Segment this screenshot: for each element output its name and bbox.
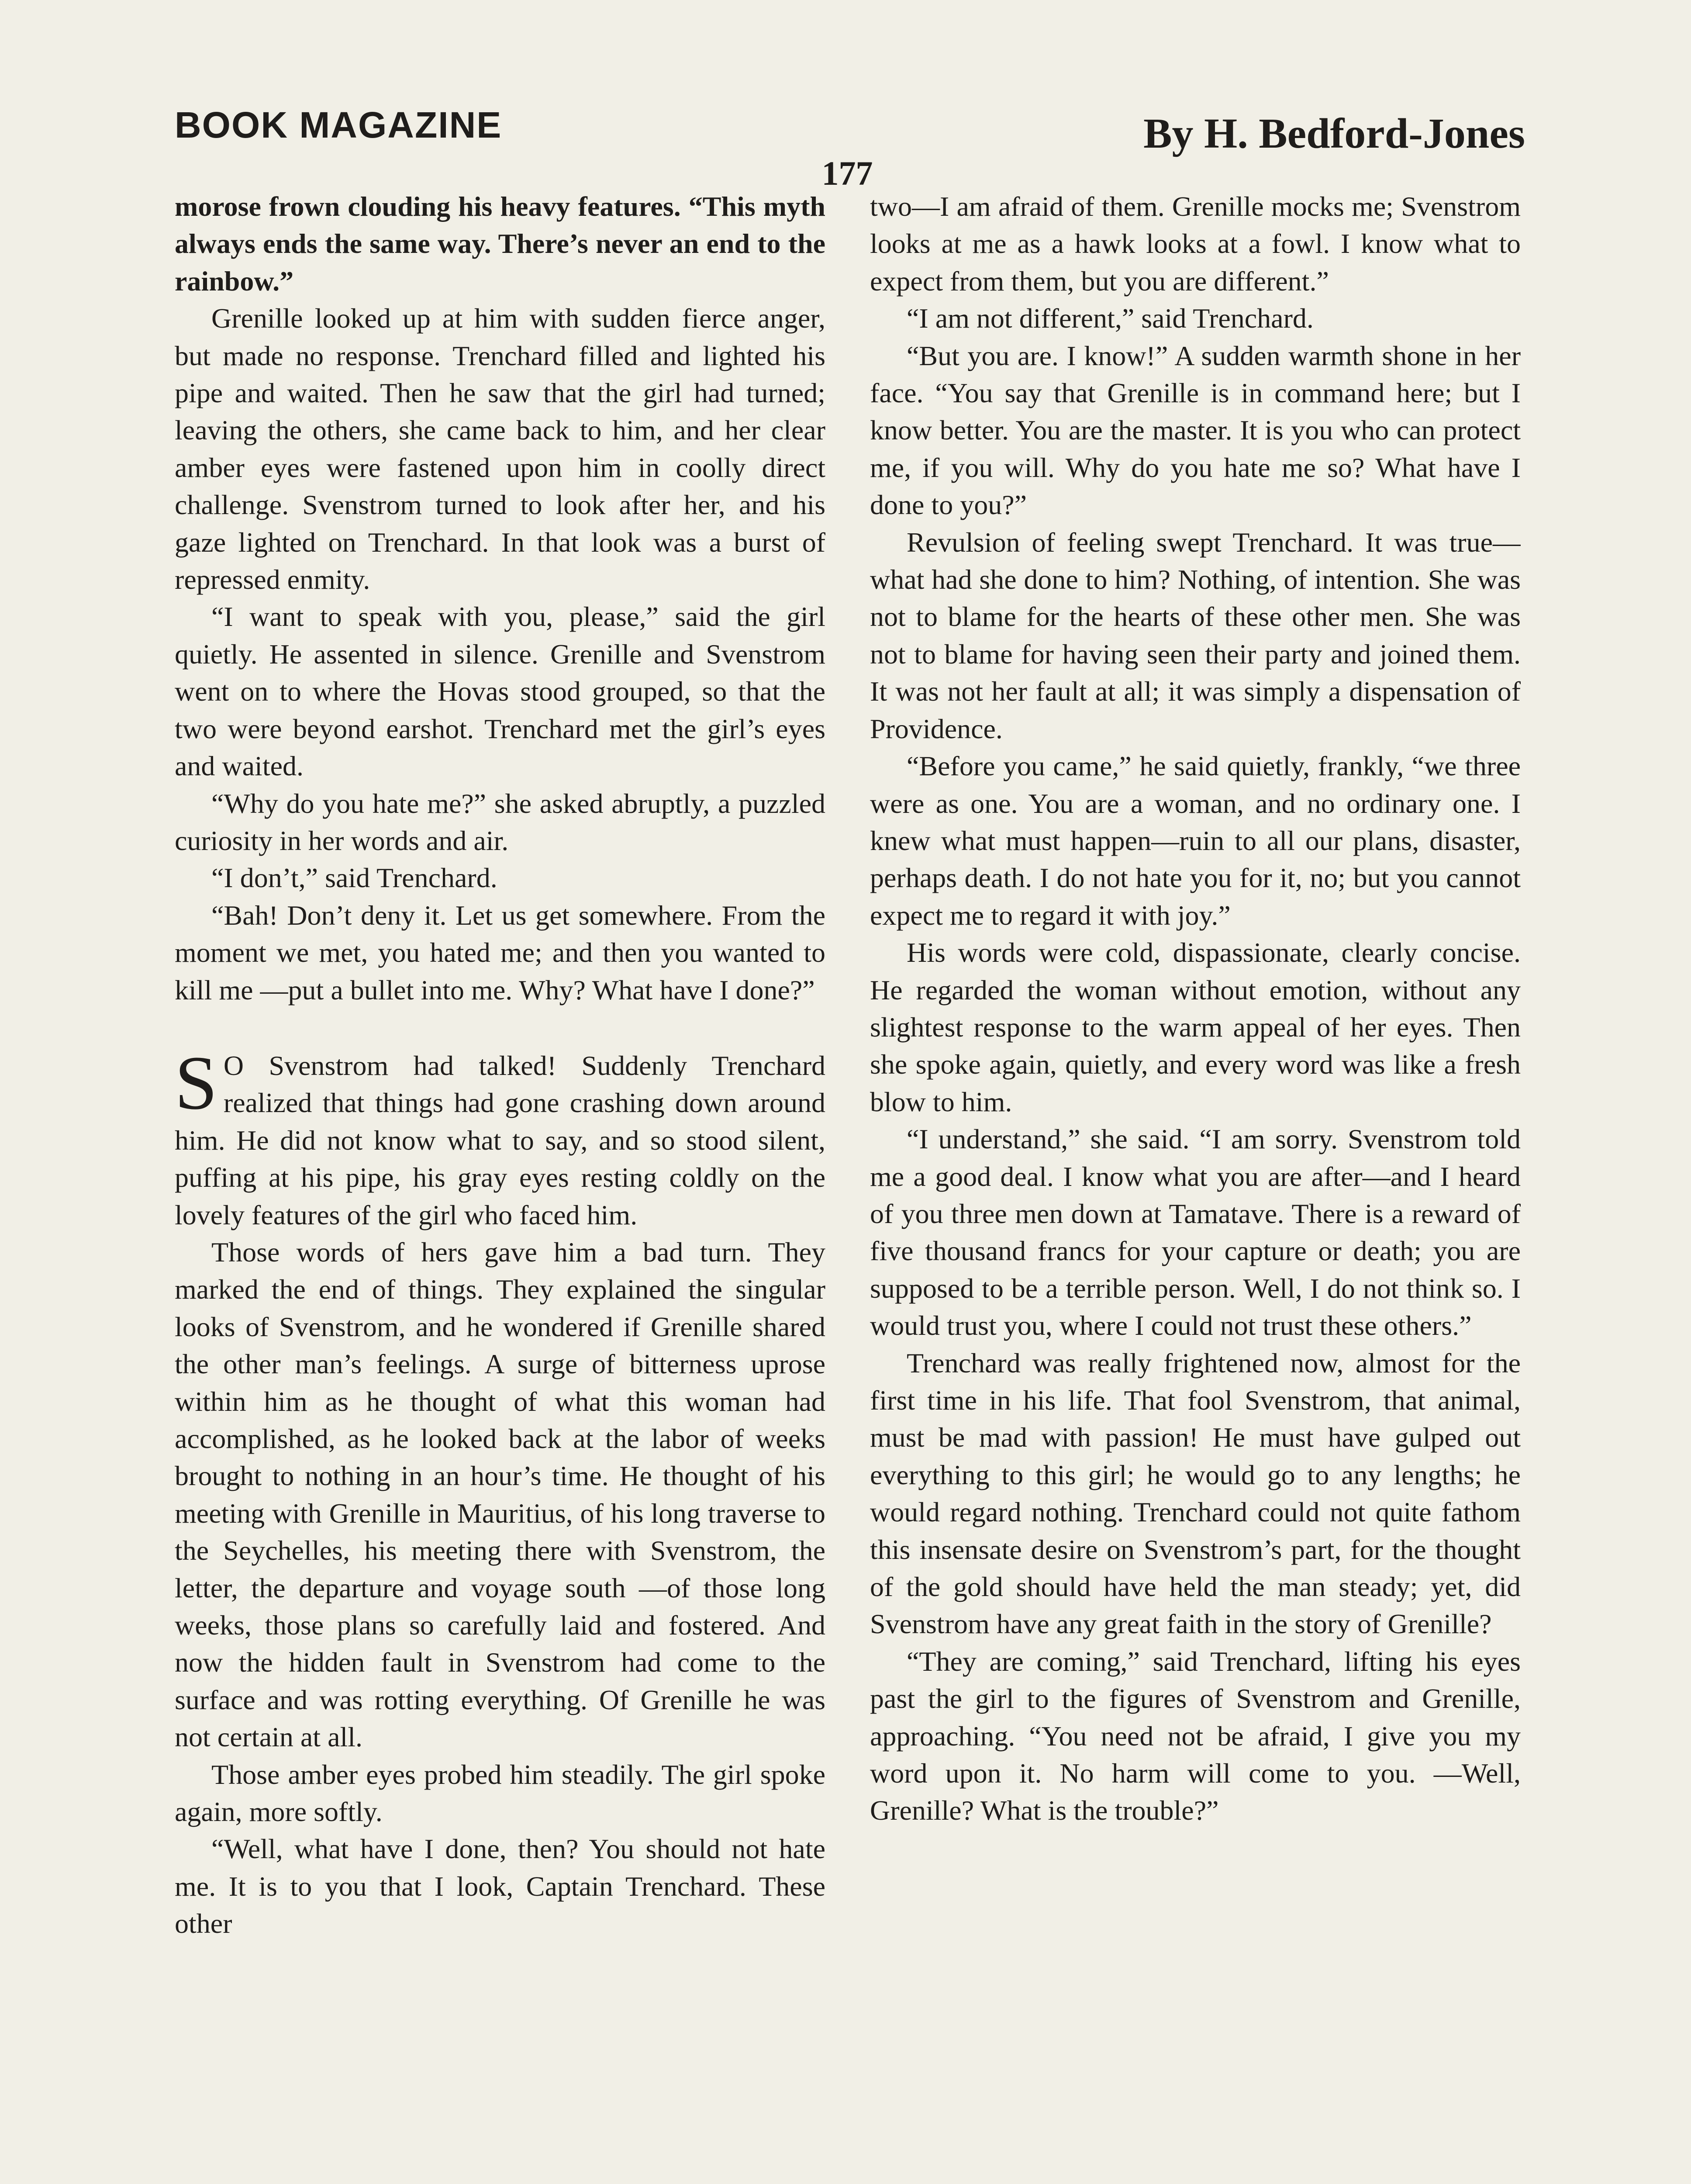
paragraph: “They are coming,” said Trenchard, lifting his eyes past the girl to the figures of Svenstrom and Grenille, approaching. “You need not be afraid, I give you my word upon it. No harm will come to you. —Well, Grenille? What is the trouble?”	[870, 1645, 1521, 1826]
left-column	[175, 188, 825, 2184]
paragraph: Grenille looked up at him with sudden fierce anger, but made no response. Trenchard filled and lighted his pipe and waited. Then he saw that the girl had turned; leaving the others, she came back to him, and her clear amber eyes were fastened upon him in coolly direct challenge. Svenstrom turned to look after her, and his gaze lighted on Trenchard. In that look was a burst of repressed enmity.	[175, 303, 825, 595]
paragraph: morose frown clouding his heavy features. “This myth always ends the same way. There’s never an end to the rainbow.”	[175, 191, 825, 297]
paragraph: “Well, what have I done, then? You should not hate me. It is to you that I look, Captain Trenchard. These other	[175, 1833, 825, 1939]
paragraph: Those amber eyes probed him steadily. The girl spoke again, more softly.	[175, 1759, 825, 1828]
paragraph: His words were cold, dispassionate, clearly concise. He regarded the woman without emotion, without any slightest response to the warm appeal of her eyes. Then she spoke again, quietly, and every word was like a fresh blow to him.	[870, 937, 1521, 1117]
paragraph: “Why do you hate me?” she asked abruptly, a puzzled curiosity in her words and air.	[175, 788, 825, 856]
paragraph: “I don’t,” said Trenchard.	[211, 862, 497, 894]
magazine-title: BOOK MAGAZINE	[175, 104, 502, 145]
page-number: 177	[821, 154, 873, 192]
author-byline: By H. Bedford-Jones	[1143, 110, 1525, 157]
right-column	[870, 188, 1521, 2184]
dropcap-paragraph-text: O Svenstrom had talked! Suddenly Trenchard realized that things had gone crashing down around him. He did not know what to say, and so stood silent, puffing at his pipe, his gray eyes resting coldly on the lovely features of the girl who faced him.	[175, 1050, 825, 1230]
paragraph: “But you are. I know!” A sudden warmth shone in her face. “You say that Grenille is in command here; but I know better. You are the master. It is you who can protect me, if you will. Why do you hate me so? What have I done to you?”	[870, 340, 1521, 521]
paragraph: Revulsion of feeling swept Trenchard. It was true—what had she done to him? Nothing, of intention. She was not to blame for the hearts of these other men. She was not to blame for having seen their party and joined them. It was not her fault at all; it was simply a dispensation of Providence.	[870, 526, 1521, 744]
paragraph: “I understand,” she said. “I am sorry. Svenstrom told me a good deal. I know what you are after—and I heard of you three men down at Tamatave. There is a reward of five thousand francs for your capture or death; you are supposed to be a terrible person. Well, I do not think so. I would trust you, where I could not trust these others.”	[870, 1123, 1521, 1341]
paragraph: two—I am afraid of them. Grenille mocks me; Svenstrom looks at me as a hawk looks at a fowl. I know what to expect from them, but you are different.”	[870, 191, 1521, 297]
drop-cap: S	[175, 1040, 217, 1126]
paragraph: Those words of hers gave him a bad turn. They marked the end of things. They explained the singular looks of Svenstrom, and he wondered if Grenille shared the other man’s feelings. A surge of bitterness uprose within him as he thought of what this woman had accomplished, as he looked back at the labor of weeks brought to nothing in an hour’s time. He thought of his meeting with Grenille in Mauritius, of his long traverse to the Seychelles, his meeting there with Svenstrom, the letter, the departure and voyage south —of those long weeks, those plans so carefully laid and fostered. And now the hidden fault in Svenstrom had come to the surface and was rotting everything. Of Grenille he was not certain at all.	[175, 1236, 825, 1753]
paragraph: “I am not different,” said Trenchard.	[907, 303, 1314, 334]
section-opening-paragraph	[175, 1040, 825, 1234]
paragraph: Trenchard was really frightened now, almost for the first time in his life. That fool Svenstrom, that animal, must be mad with passion! He must have gulped out everything to this girl; he would go to any lengths; he would regard nothing. Trenchard could not quite fathom this insensate desire on Svenstrom’s part, for the thought of the gold should have held the man steady; yet, did Svenstrom have any great faith in the story of Grenille?	[870, 1347, 1521, 1640]
paragraph: “Bah! Don’t deny it. Let us get somewhere. From the moment we met, you hated me; and then you wanted to kill me —put a bullet into me. Why? What have I done?”	[175, 899, 825, 1006]
paragraph: “I want to speak with you, please,” said the girl quietly. He assented in silence. Grenille and Svenstrom went on to where the Hovas stood grouped, so that the two were beyond earshot. Trenchard met the girl’s eyes and waited.	[175, 601, 825, 782]
paragraph: “Before you came,” he said quietly, frankly, “we three were as one. You are a woman, and no ordinary one. I knew what must happen—ruin to all our plans, disaster, perhaps death. I do not hate you for it, no; but you cannot expect me to regard it with joy.”	[870, 750, 1521, 931]
